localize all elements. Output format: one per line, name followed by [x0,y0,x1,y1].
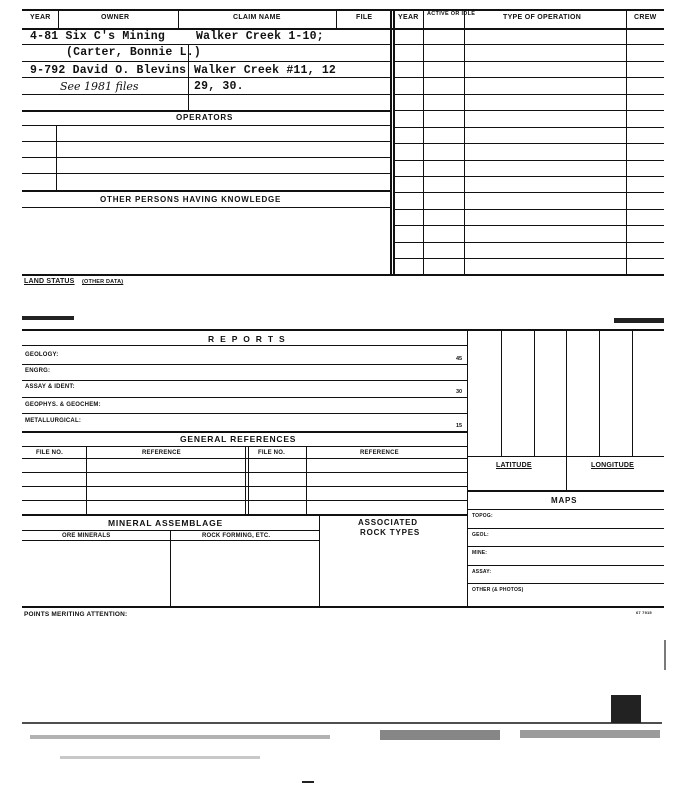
map-mine: MINE: [472,550,488,556]
gr-file-no-1: FILE NO. [36,450,63,456]
claim-row-4-claim: 29, 30. [194,80,244,93]
ore-minerals-label: ORE MINERALS [62,533,111,539]
mineral-assemblage-title: MINERAL ASSEMBLAGE [108,518,223,528]
report-geology-num: 45 [456,356,463,362]
longitude-label: LONGITUDE [591,462,635,469]
maps-title: MAPS [551,496,578,505]
associated-rock-types-line2: ROCK TYPES [360,528,421,537]
crew-header: CREW [634,14,657,21]
report-geology: GEOLOGY: [25,352,59,358]
gr-reference-2: REFERENCE [360,450,399,456]
reports-title: R E P O R T S [208,334,287,344]
map-topog: TOPOG: [472,513,493,519]
other-persons-label: OTHER PERSONS HAVING KNOWLEDGE [100,195,282,204]
report-metallurgical-num: 15 [456,423,463,429]
operators-label: OPERATORS [176,113,234,122]
report-assay-num: 30 [456,389,463,395]
map-geol: GEOL: [472,532,489,538]
points-meriting-label: POINTS MERITING ATTENTION: [24,611,128,618]
year-header: YEAR [30,14,51,21]
active-idle-header: ACTIVE OR IDLE [427,11,476,17]
report-geophys: GEOPHYS. & GEOCHEM: [25,402,101,408]
report-metallurgical: METALLURGICAL: [25,418,82,424]
claim-name-header: CLAIM NAME [233,14,281,21]
gr-file-no-2: FILE NO. [258,450,285,456]
report-engrg: ENGRG: [25,368,51,374]
activity-year-header: YEAR [398,14,419,21]
type-of-operation-header: TYPE OF OPERATION [503,14,582,21]
owner-header: OWNER [101,14,130,21]
map-assay: ASSAY: [472,569,492,575]
rock-forming-label: ROCK FORMING, ETC. [202,533,271,539]
claim-row-1-claim-name: Walker Creek 1-10; [196,30,324,43]
associated-rock-types-line1: ASSOCIATED [358,518,418,527]
latitude-label: LATITUDE [496,462,532,469]
land-status-label: LAND STATUS [24,278,75,285]
file-header: FILE [356,14,373,21]
report-assay: ASSAY & IDENT: [25,384,75,390]
gr-reference-1: REFERENCE [142,450,181,456]
general-references-title: GENERAL REFERENCES [180,434,297,444]
form-code: 67 7915 [636,610,652,615]
map-other-photos: OTHER (& PHOTOS) [472,587,524,593]
claim-row-3-year-owner: 9-792 David O. Blevins [30,64,187,77]
claim-row-1-year-owner: 4-81 Six C's Mining [30,30,165,43]
handwritten-note: See 1981 files [60,80,139,93]
claim-row-2-owner: (Carter, Bonnie L.) [66,46,201,59]
claim-row-3-claim-name: Walker Creek #11, 12 [194,64,337,77]
land-status-sublabel: (OTHER DATA) [82,279,124,285]
